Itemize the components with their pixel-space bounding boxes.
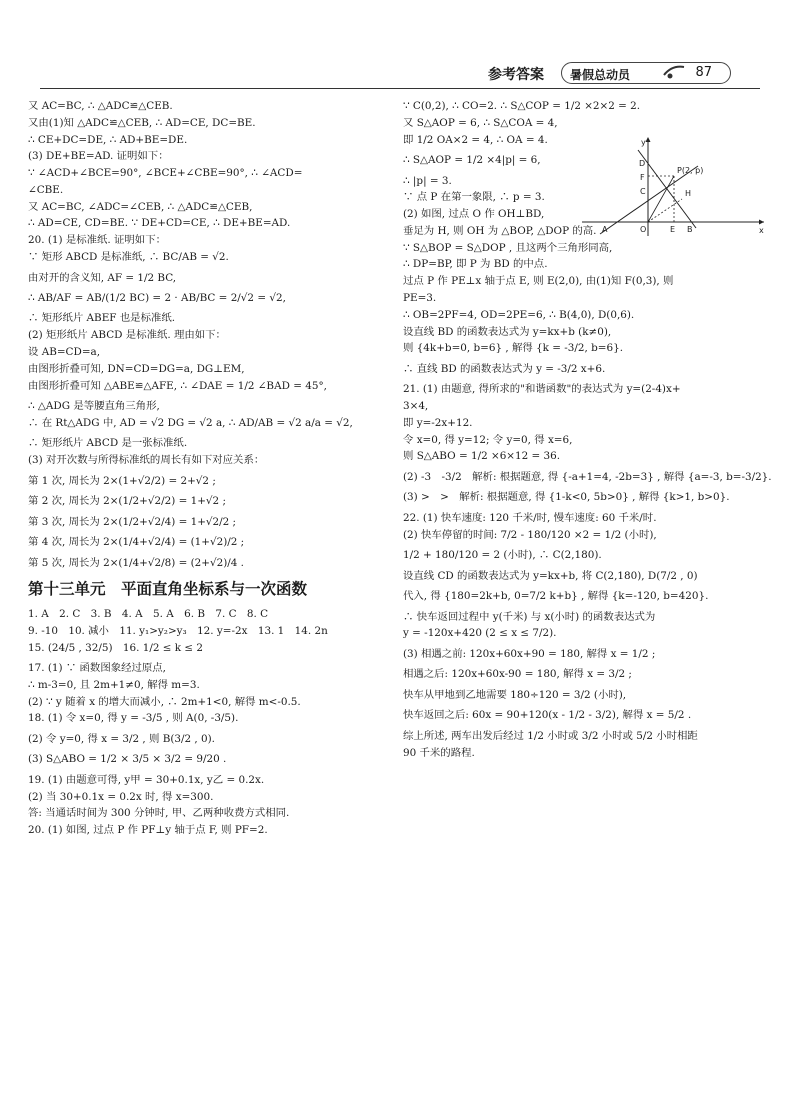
text-line: 又 S△AOP = 6, ∴ S△COA = 4,: [403, 116, 558, 129]
text-line: 垂足为 H, 则 OH 为 △BOP, △DOP 的高.: [403, 224, 597, 237]
text-line: ∴ DP=BP, 即 P 为 BD 的中点.: [403, 258, 548, 271]
page-number: 87: [695, 65, 712, 80]
text-line: ∠CBE.: [28, 183, 64, 196]
coordinate-figure: [578, 136, 768, 238]
label-e: E: [670, 225, 676, 234]
text-line: ∴ CE+DC=DE, ∴ AD+BE=DE.: [28, 133, 188, 146]
text-line: ∴ AD=CE, CD=BE. ∵ DE+CD=CE, ∴ DE+BE=AD.: [28, 217, 291, 230]
text-line: ∴ 矩形纸片 ABEF 也是标准纸.: [28, 312, 176, 325]
text-line: 9. -10 10. 减小 11. y₁>y₂>y₃ 12. y=-2x 13. 1 14. 2n: [28, 624, 328, 637]
text-line: ∴ 直线 BD 的函数表达式为 y = -3/2 x+6.: [403, 362, 606, 375]
text-line: 第 4 次, 周长为 2×(1/4+√2/4) = (1+√2)/2 ;: [28, 536, 245, 549]
text-line: (2) 当 30+0.1x = 0.2x 时, 得 x=300.: [28, 790, 214, 803]
text-line: 由图形折叠可知 △ABE≌△AFE, ∴ ∠DAE = 1/2 ∠BAD = 45°,: [28, 379, 327, 392]
text-line: 第 2 次, 周长为 2×(1/2+√2/2) = 1+√2 ;: [28, 495, 226, 508]
text-line: ∴ △ADG 是等腰直角三角形,: [28, 400, 160, 413]
text-line: PE=3.: [403, 292, 437, 304]
text-line: 答: 当通话时间为 300 分钟时, 甲、乙两种收费方式相同.: [28, 807, 290, 820]
x-axis-arrow-icon: [759, 220, 764, 225]
text-line: ∴ S△AOP = 1/2 ×4|p| = 6,: [403, 154, 541, 167]
text-line: 设 AB=CD=a,: [28, 346, 101, 359]
text-line: (3) DE+BE=AD. 证明如下：: [28, 150, 169, 163]
text-line: 1/2 + 180/120 = 2 (小时), ∴ C(2,180).: [403, 549, 602, 562]
text-line: 第 5 次, 周长为 2×(1/4+√2/8) = (2+√2)/4 .: [28, 556, 244, 569]
text-line: (3) 相遇之前: 120x+60x+90 = 180, 解得 x = 1/2 ;: [403, 647, 656, 660]
answers-label: 参考答案: [488, 67, 544, 83]
text-line: ∴ 快车返回过程中 y(千米) 与 x(小时) 的函数表达式为: [403, 610, 656, 623]
text-line: 22. (1) 快车速度: 120 千米/时, 慢车速度: 60 千米/时.: [403, 511, 657, 524]
text-line: 15. (24/5 , 32/5) 16. 1/2 ≤ k ≤ 2: [28, 641, 203, 654]
text-line: 又由(1)知 △ADC≌△CEB, ∴ AD=CE, DC=BE.: [28, 116, 256, 129]
text-line: ∵ C(0,2), ∴ CO=2. ∴ S△COP = 1/2 ×2×2 = 2.: [403, 100, 641, 112]
text-line: 19. (1) 由题意可得, y甲 = 30+0.1x, y乙 = 0.2x.: [28, 773, 265, 786]
header-rule: [40, 88, 760, 89]
brand-badge: [561, 62, 731, 84]
label-o: O: [640, 225, 647, 234]
text-line: 设直线 CD 的函数表达式为 y=kx+b, 将 C(2,180), D(7/2 , 0): [403, 569, 698, 582]
text-line: 则 {4k+b=0, b=6} , 解得 {k = -3/2, b=6}.: [403, 342, 624, 355]
label-p: P(2, p): [677, 166, 704, 175]
text-line: ∵ 点 P 在第一象限, ∴ p = 3.: [403, 191, 545, 204]
text-line: (2) 如图, 过点 O 作 OH⊥BD,: [403, 208, 545, 221]
text-line: ∵ 矩形 ABCD 是标准纸, ∴ BC/AB = √2.: [28, 251, 229, 264]
text-line: 又 AC=BC, ∴ △ADC≌△CEB.: [28, 100, 173, 112]
label-y: y: [641, 138, 646, 147]
text-line: 17. (1) ∵ 函数图象经过原点,: [28, 662, 166, 675]
unit-title: 第十三单元 平面直角坐标系与一次函数: [28, 580, 308, 599]
text-line: ∴ OB=2PF=4, OD=2PE=6, ∴ B(4,0), D(0,6).: [403, 308, 635, 321]
text-line: 快车从甲地到乙地需要 180÷120 = 3/2 (小时),: [403, 688, 627, 701]
text-line: (2) 矩形纸片 ABCD 是标准纸. 理由如下：: [28, 329, 226, 342]
text-line: y = -120x+420 (2 ≤ x ≤ 7/2).: [403, 627, 557, 640]
swoosh-icon: [662, 63, 686, 81]
text-line: ∴ 矩形纸片 ABCD 是一张标准纸.: [28, 437, 188, 450]
text-line: 则 S△ABO = 1/2 ×6×12 = 36.: [403, 450, 561, 463]
text-line: (2) 令 y=0, 得 x = 3/2 , 则 B(3/2 , 0).: [28, 732, 215, 745]
text-line: 快车返回之后: 60x = 90+120(x - 1/2 - 3/2), 解得 x = 5/2 .: [403, 709, 692, 722]
y-axis-arrow-icon: [646, 137, 651, 142]
text-line: (2) -3 -3/2 解析: 根据题意, 得 {-a+1=4, -2b=3} , 解得 {a=-3, b=-3/2}.: [403, 470, 772, 483]
text-line: (3) S△ABO = 1/2 × 3/5 × 3/2 = 9/20 .: [28, 753, 227, 766]
text-line: 相遇之后: 120x+60x-90 = 180, 解得 x = 3/2 ;: [403, 668, 632, 681]
text-line: 20. (1) 是标准纸. 证明如下：: [28, 234, 166, 247]
page-header: [0, 60, 800, 94]
text-line: 设直线 BD 的函数表达式为 y=kx+b (k≠0),: [403, 325, 612, 338]
text-line: 18. (1) 令 x=0, 得 y = -3/5 , 则 A(0, -3/5).: [28, 712, 239, 725]
label-f: F: [640, 173, 645, 182]
segment-op: [648, 176, 674, 222]
text-line: 综上所述, 两车出发后经过 1/2 小时或 3/2 小时或 5/2 小时相距: [403, 729, 698, 742]
text-line: ∴ 在 Rt△ADG 中, AD = √2 DG = √2 a, ∴ AD/AB = √2 a/a = √2,: [28, 416, 353, 429]
text-line: 第 1 次, 周长为 2×(1+√2/2) = 2+√2 ;: [28, 474, 216, 487]
text-line: (2) ∵ y 随着 x 的增大而减小, ∴ 2m+1<0, 解得 m<-0.5.: [28, 695, 301, 708]
label-h: H: [685, 189, 692, 198]
text-line: 代入, 得 {180=2k+b, 0=7/2 k+b} , 解得 {k=-120, b=420}.: [403, 590, 709, 603]
text-line: ∴ AB/AF = AB/(1/2 BC) = 2 · AB/BC = 2/√2 = √2,: [28, 292, 286, 304]
label-x: x: [759, 226, 764, 235]
text-line: ∴ m-3=0, 且 2m+1≠0, 解得 m=3.: [28, 678, 200, 691]
text-line: 90 千米的路程.: [403, 746, 475, 759]
text-line: 即 y=-2x+12.: [403, 416, 473, 429]
brand-name: 暑假总动员: [570, 68, 631, 82]
label-a: A: [602, 225, 608, 234]
text-line: (2) 快车停留的时间: 7/2 - 180/120 ×2 = 1/2 (小时),: [403, 528, 657, 541]
text-line: 令 x=0, 得 y=12; 令 y=0, 得 x=6,: [403, 433, 573, 446]
text-line: (3) 对开次数与所得标准纸的周长有如下对应关系：: [28, 454, 265, 467]
text-line: 第 3 次, 周长为 2×(1/2+√2/4) = 1+√2/2 ;: [28, 515, 237, 528]
text-line: ∵ S△BOP = S△DOP , 且这两个三角形同高,: [403, 241, 613, 254]
text-line: ∴ |p| = 3.: [403, 174, 452, 187]
text-line: 由图形折叠可知, DN=CD=DG=a, DG⊥EM,: [28, 362, 245, 375]
text-line: 20. (1) 如图, 过点 P 作 PF⊥y 轴于点 F, 则 PF=2.: [28, 824, 268, 837]
text-line: 1. A 2. C 3. B 4. A 5. A 6. B 7. C 8. C: [28, 608, 269, 621]
text-line: ∵ ∠ACD+∠BCE=90°, ∠BCE+∠CBE=90°, ∴ ∠ACD=: [28, 167, 303, 180]
label-d: D: [639, 159, 646, 168]
text-line: 21. (1) 由题意, 得所求的"和谐函数"的表达式为 y=(2-4)x+: [403, 383, 681, 396]
label-b: B: [687, 225, 693, 234]
text-line: (3) > > 解析: 根据题意, 得 {1-k<0, 5b>0} , 解得 {k>1, b>0}.: [403, 491, 730, 504]
text-line: 过点 P 作 PE⊥x 轴于点 E, 则 E(2,0), 由(1)知 F(0,3), 则: [403, 275, 674, 288]
text-line: 即 1/2 OA×2 = 4, ∴ OA = 4.: [403, 133, 548, 146]
label-c: C: [640, 187, 646, 196]
text-line: 3×4,: [403, 400, 429, 413]
text-line: 由对开的含义知, AF = 1/2 BC,: [28, 271, 177, 284]
text-line: 又 AC=BC, ∠ADC=∠CEB, ∴ △ADC≌△CEB,: [28, 200, 253, 213]
left-column: [28, 100, 390, 841]
